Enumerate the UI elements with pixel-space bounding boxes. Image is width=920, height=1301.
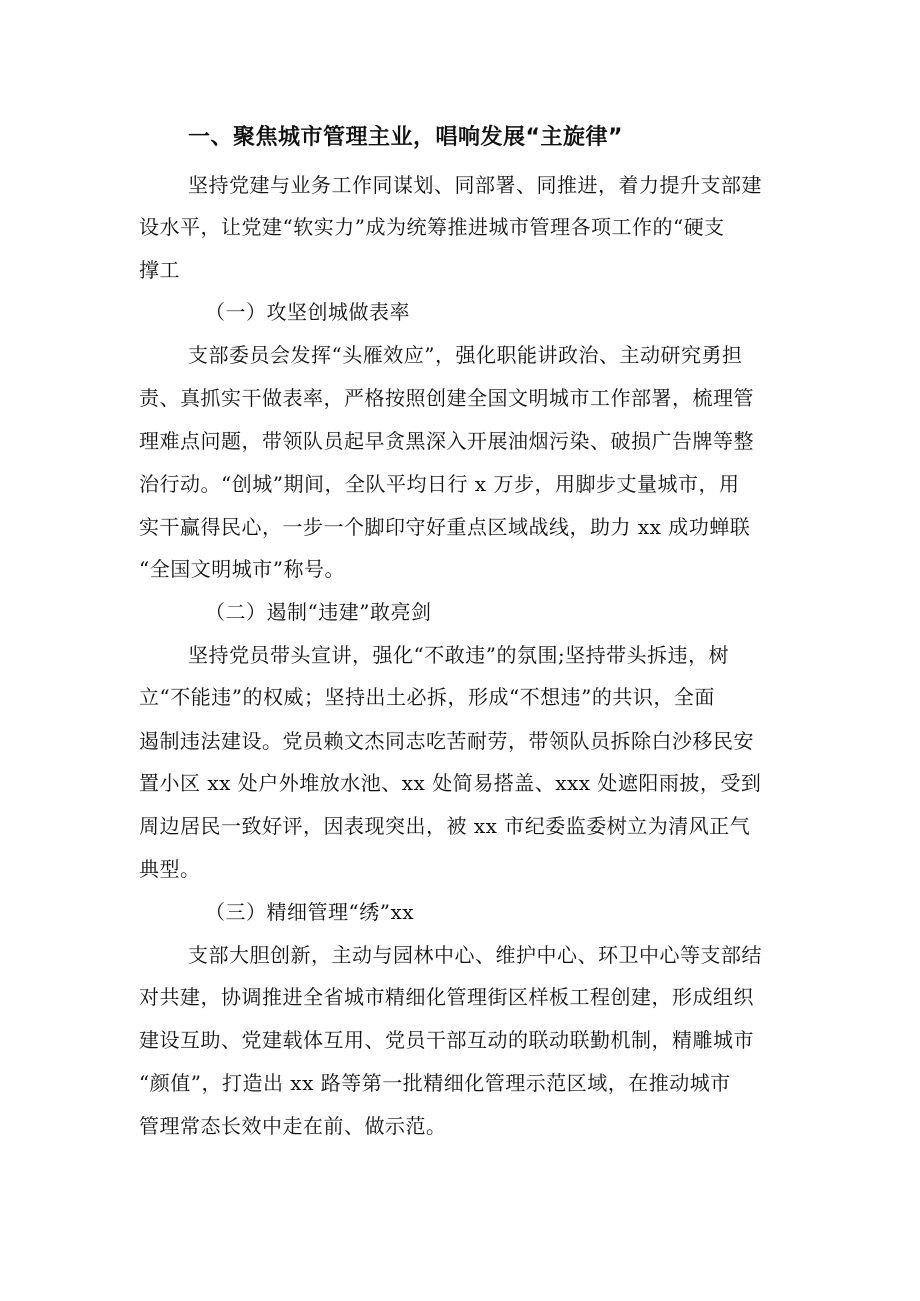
body-line: 撑工 [139, 258, 180, 282]
body-line: 坚持党员带头宣讲，强化“不敢违”的氛围;坚持带头拆违，树 [188, 643, 730, 667]
body-line: 设水平，让党建“软实力”成为统筹推进城市管理各项工作的“硬支 [139, 215, 725, 239]
body-line: 管理常态长效中走在前、做示范。 [139, 1114, 447, 1138]
body-line: 典型。 [139, 857, 201, 881]
body-line: 实干赢得民心，一步一个脚印守好重点区域战线，助力 xx 成功蝉联 [139, 515, 751, 539]
body-line: 立“不能违”的权威；坚持出土必拆，形成“不想违”的共识，全面 [139, 685, 715, 709]
subsection-title: （三）精细管理“绣”xx [205, 900, 415, 924]
subsection-title: （一）攻坚创城做表率 [205, 300, 410, 324]
body-line: 支部委员会发挥“头雁效应”，强化职能讲政治、主动研究勇担 [188, 343, 743, 367]
body-line: 支部大胆创新，主动与园林中心、维护中心、环卫中心等支部结 [188, 943, 762, 967]
body-line: “颜值”，打造出 xx 路等第一批精细化管理示范区域，在推动城市 [139, 1071, 731, 1095]
body-line: “全国文明城市”称号。 [139, 557, 345, 581]
subsection-title: （二）遏制“违建”敢亮剑 [205, 600, 432, 624]
body-line: 周边居民一致好评，因表现突出，被 xx 市纪委监委树立为清风正气 [139, 814, 751, 838]
body-line: 遏制违法建设。党员赖文杰同志吃苦耐劳，带领队员拆除白沙移民安 [139, 729, 754, 753]
section-heading: 一、聚焦城市管理主业，唱响发展“主旋律” [188, 125, 623, 150]
body-line: 置小区 xx 处户外堆放水池、xx 处简易搭盖、xxx 处遮阳雨披，受到 [139, 771, 762, 795]
body-line: 对共建，协调推进全省城市精细化管理街区样板工程创建，形成组织 [139, 985, 754, 1009]
body-line: 治行动。“创城”期间，全队平均日行 x 万步，用脚步丈量城市，用 [139, 472, 740, 496]
body-line: 责、真抓实干做表率，严格按照创建全国文明城市工作部署，梳理管 [139, 386, 754, 410]
body-line: 理难点问题，带领队员起早贪黑深入开展油烟污染、破损广告牌等整 [139, 429, 754, 453]
body-line: 建设互助、党建载体互用、党员干部互动的联动联勤机制，精雕城市 [139, 1028, 754, 1052]
body-line: 坚持党建与业务工作同谋划、同部署、同推进，着力提升支部建 [188, 173, 762, 197]
